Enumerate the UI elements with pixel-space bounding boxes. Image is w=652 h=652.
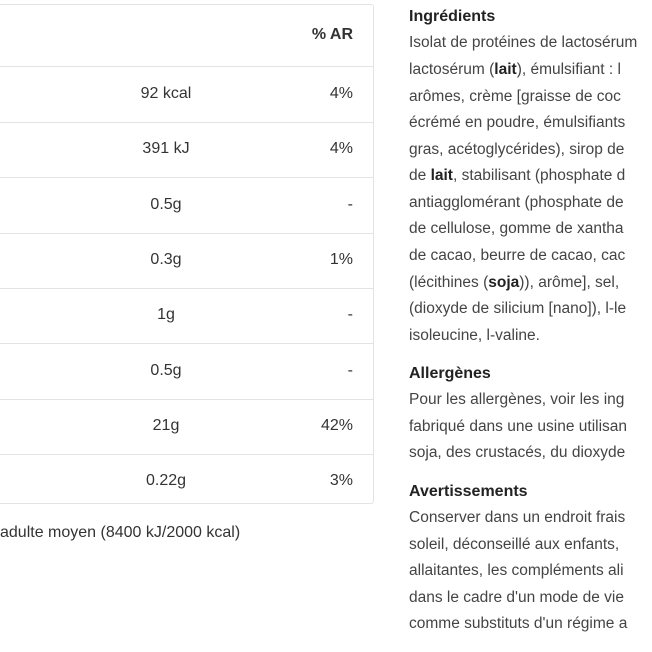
- table-row: [0, 399, 373, 455]
- nutrient-ar: -: [347, 306, 353, 323]
- ingredients-line: de lait, stabilisant (phosphate d: [409, 167, 626, 184]
- table-row: [0, 233, 373, 289]
- ingredients-line: de cacao, beurre de cacao, cac: [409, 247, 626, 264]
- table-row: [0, 122, 373, 178]
- nutrient-value: 1g: [157, 306, 175, 323]
- nutrient-ar: 4%: [329, 85, 353, 102]
- nutrient-ar: -: [347, 196, 353, 213]
- ingredients-line: isoleucine, l-valine.: [409, 327, 540, 344]
- table-row: [0, 178, 373, 234]
- table-row: [0, 288, 373, 344]
- table-row: [0, 454, 373, 509]
- ingredients-line: écrémé en poudre, émulsifiants: [409, 114, 626, 131]
- table-row: [0, 67, 373, 123]
- nutrient-value: 0.5g: [150, 362, 182, 379]
- nutrient-ar: -: [347, 362, 353, 379]
- ingredients-line: (lécithines (soja)), arôme], sel,: [409, 274, 620, 291]
- allergens-line: Pour les allergènes, voir les ing: [409, 391, 625, 408]
- ingredients-line: arômes, crème [graisse de coc: [409, 88, 621, 105]
- nutrient-ar: 4%: [329, 140, 353, 157]
- nutrition-footnote: adulte moyen (8400 kJ/2000 kcal): [0, 524, 241, 541]
- nutrient-ar: 3%: [329, 472, 353, 489]
- nutrient-value: 92 kcal: [140, 85, 192, 102]
- nutrition-table-header: [0, 5, 373, 67]
- warnings-line: allaitantes, les compléments ali: [409, 562, 624, 579]
- table-row: [0, 344, 373, 400]
- nutrient-value: 0.3g: [150, 251, 182, 268]
- warnings-line: comme substituts d'un régime a: [409, 615, 628, 632]
- nutrient-value: 391 kJ: [142, 140, 190, 157]
- ingredients-title: Ingrédients: [409, 8, 496, 25]
- warnings-line: soleil, déconseillé aux enfants,: [409, 536, 620, 553]
- ingredients-line: de cellulose, gomme de xantha: [409, 220, 624, 237]
- nutrient-ar: 42%: [320, 417, 353, 434]
- nutrient-value: 0.22g: [145, 472, 187, 489]
- ar-column-header: % AR: [311, 26, 353, 43]
- ingredients-line: (dioxyde de silicium [nano]), l-le: [409, 300, 627, 317]
- nutrient-ar: 1%: [329, 251, 353, 268]
- warnings-title: Avertissements: [409, 483, 528, 500]
- ingredients-line: Isolat de protéines de lactosérum: [409, 34, 638, 51]
- nutrition-table: [0, 4, 374, 504]
- allergens-line: soja, des crustacés, du dioxyde: [409, 444, 626, 461]
- nutrient-value: 0.5g: [150, 196, 182, 213]
- ingredients-line: lactosérum (lait), émulsifiant : l: [409, 61, 621, 78]
- allergens-line: fabriqué dans une usine utilisan: [409, 418, 628, 435]
- warnings-line: dans le cadre d'un mode de vie: [409, 589, 624, 606]
- warnings-line: Conserver dans un endroit frais: [409, 509, 626, 526]
- ingredients-line: antiagglomérant (phosphate de: [409, 194, 624, 211]
- allergens-title: Allergènes: [409, 365, 491, 382]
- nutrient-value: 21g: [152, 417, 180, 434]
- ingredients-line: gras, acétoglycérides), sirop de: [409, 141, 625, 158]
